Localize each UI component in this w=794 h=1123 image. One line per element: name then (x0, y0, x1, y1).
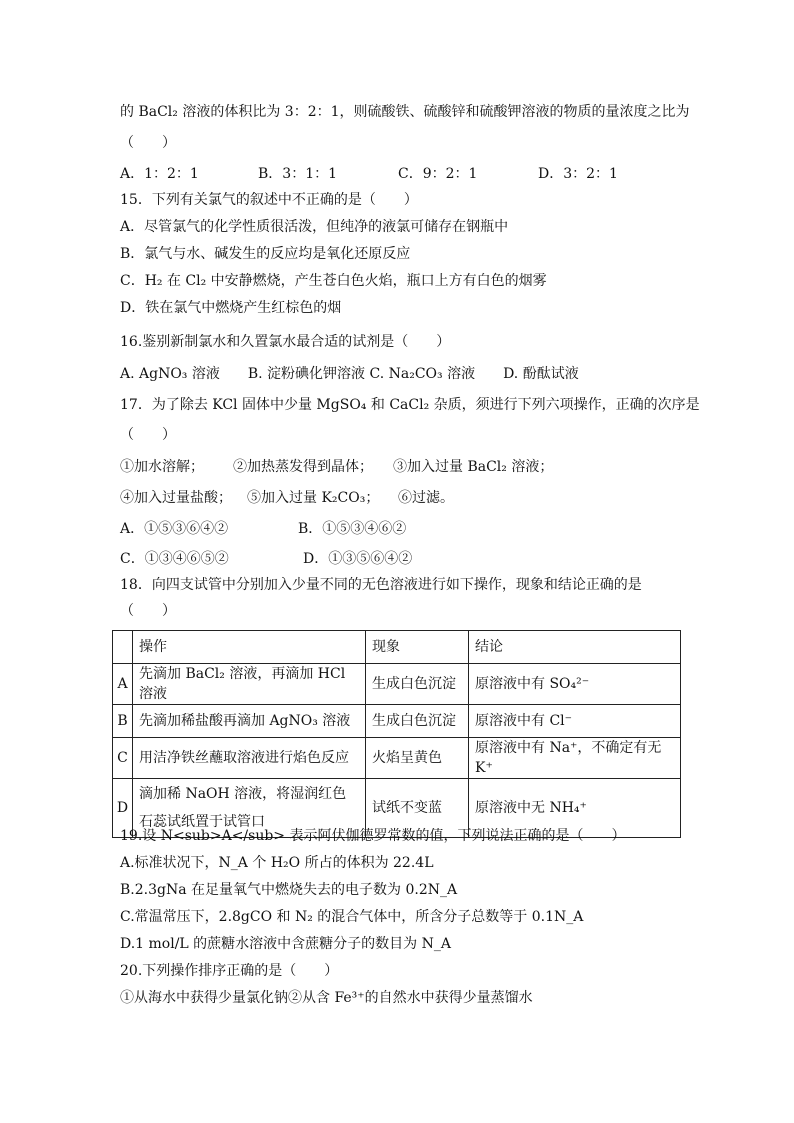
option-d: D．3：2：1 (538, 166, 618, 182)
q15-option-a: A．尽管氯气的化学性质很活泼，但纯净的液氯可储存在钢瓶中 (120, 219, 509, 235)
q20-line: ①从海水中获得少量氯化钠②从含 Fe³⁺的自然水中获得少量蒸馏水 (120, 990, 533, 1006)
q18-stem: 18．向四支试管中分别加入少量不同的无色溶液进行如下操作，现象和结论正确的是 (120, 577, 642, 593)
header-cell: 现象 (366, 631, 469, 664)
q17-step-5: ⑤加入过量 K₂CO₃； (247, 490, 380, 506)
q17-option-d: D．①③⑤⑥④② (303, 551, 413, 567)
q15-option-b: B．氯气与水、碱发生的反应均是氧化还原反应 (120, 246, 411, 262)
row-conclusion: 原溶液中有 Cl⁻ (469, 705, 681, 738)
row-id: C (113, 738, 133, 779)
q17-option-c: C．①③④⑥⑤② (120, 551, 229, 567)
row-operation: 滴加稀 NaOH 溶液，将湿润红色石蕊试纸置于试管口 (133, 779, 366, 838)
q17-paren: （ ） (120, 427, 176, 443)
option-b: B．3：1：1 (258, 166, 338, 182)
q20-stem: 20.下列操作排序正确的是（ ） (120, 963, 339, 979)
row-operation: 先滴加 BaCl₂ 溶液，再滴加 HCl 溶液 (133, 664, 366, 705)
q19-stem: 19.设 N<sub>A</sub> 表示阿伏伽德罗常数的值，下列说法正确的是（ ） (120, 828, 626, 844)
row-id: B (113, 705, 133, 738)
q15-option-c: C．H₂ 在 Cl₂ 中安静燃烧，产生苍白色火焰，瓶口上方有白色的烟雾 (120, 273, 547, 289)
intro-line: 的 BaCl₂ 溶液的体积比为 3：2：1，则硫酸铁、硫酸锌和硫酸钾溶液的物质的量浓度之比为 (120, 104, 690, 120)
row-operation: 先滴加稀盐酸再滴加 AgNO₃ 溶液 (133, 705, 366, 738)
q17-step-6: ⑥过滤。 (398, 490, 454, 506)
row-phenomenon: 火焰呈黄色 (366, 738, 469, 779)
row-id: A (113, 664, 133, 705)
table-row (113, 664, 681, 705)
row-conclusion: 原溶液中无 NH₄⁺ (469, 779, 681, 838)
q15-option-d: D．铁在氯气中燃烧产生红棕色的烟 (120, 300, 342, 316)
header-cell: 操作 (133, 631, 366, 664)
row-operation: 用洁净铁丝蘸取溶液进行焰色反应 (133, 738, 366, 779)
q17-step-2: ②加热蒸发得到晶体； (233, 459, 373, 475)
q15-stem: 15．下列有关氯气的叙述中不正确的是（ ） (120, 192, 418, 208)
row-phenomenon: 生成白色沉淀 (366, 664, 469, 705)
q17-option-b: B．①⑤③④⑥② (298, 521, 407, 537)
q19-option-b: B.2.3gNa 在足量氧气中燃烧失去的电子数为 0.2N_A (120, 882, 458, 898)
q18-table (112, 630, 681, 838)
intro-paren: （ ） (120, 135, 176, 151)
q19-option-d: D.1 mol/L 的蔗糖水溶液中含蔗糖分子的数目为 N_A (120, 936, 451, 952)
row-phenomenon: 试纸不变蓝 (366, 779, 469, 838)
table-row (113, 705, 681, 738)
q16-stem: 16.鉴别新制氯水和久置氯水最合适的试剂是（ ） (120, 334, 451, 350)
option-a: A．1：2：1 (120, 166, 199, 182)
q19-option-a: A.标准状况下，N_A 个 H₂O 所占的体积为 22.4L (120, 855, 434, 871)
row-id: D (113, 779, 133, 838)
header-cell: 结论 (469, 631, 681, 664)
q17-step-4: ④加入过量盐酸； (120, 490, 232, 506)
option-c: C．9：2：1 (398, 166, 478, 182)
q17-step-1: ①加水溶解； (120, 459, 204, 475)
q16-options: A. AgNO₃ 溶液 B. 淀粉碘化钾溶液 C. Na₂CO₃ 溶液 D. 酚酞试液 (120, 366, 579, 382)
row-conclusion: 原溶液中有 SO₄²⁻ (469, 664, 681, 705)
row-conclusion: 原溶液中有 Na⁺，不确定有无 K⁺ (469, 738, 681, 779)
q19-option-c: C.常温常压下，2.8gCO 和 N₂ 的混合气体中，所含分子总数等于 0.1N_A (120, 909, 584, 925)
row-phenomenon: 生成白色沉淀 (366, 705, 469, 738)
q17-stem: 17．为了除去 KCl 固体中少量 MgSO₄ 和 CaCl₂ 杂质，须进行下列六项操作，正确的次序是 (120, 397, 700, 413)
q18-paren: （ ） (120, 603, 176, 619)
q17-step-3: ③加入过量 BaCl₂ 溶液； (393, 459, 554, 475)
header-cell (113, 631, 133, 664)
table-row (113, 738, 681, 779)
table-header-row (113, 631, 681, 664)
q17-option-a: A．①⑤③⑥④② (120, 521, 229, 537)
